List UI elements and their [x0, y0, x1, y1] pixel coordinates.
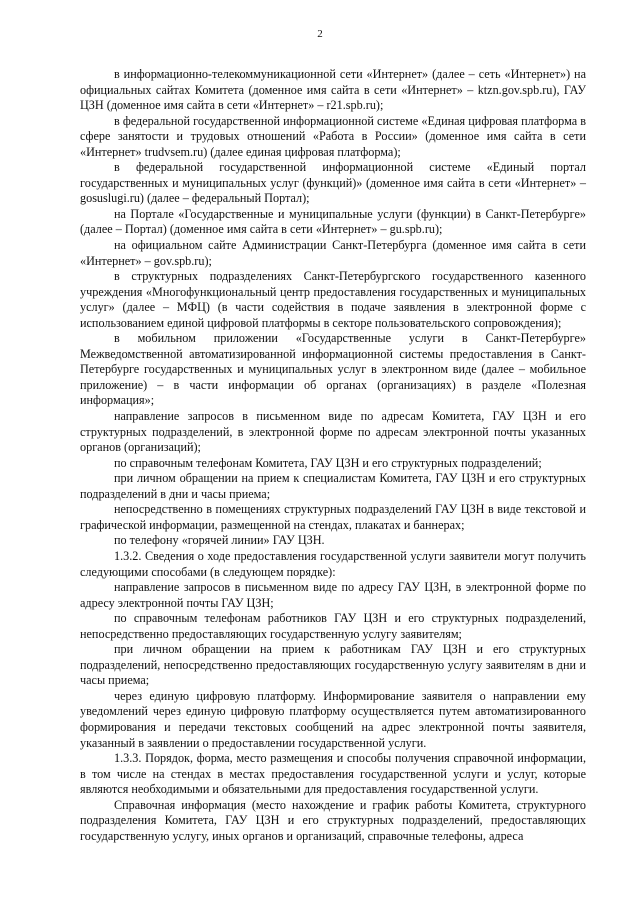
paragraph-status-phones: по справочным телефонам работников ГАУ ЦЗН и его структурных подразделений, непосредственно предоставляющих государственную услугу заявителям;	[80, 611, 586, 641]
page-number: 2	[317, 28, 323, 40]
paragraph-section-1-3-2: 1.3.2. Сведения о ходе предоставления государственной услуги заявители могут получить следующими способами (в следующем порядке):	[80, 548, 586, 579]
paragraph-status-personal-visit: при личном обращении на прием к работникам ГАУ ЦЗН и его структурных подразделений, непосредственно предоставляющих государственную услугу заявителям в дни и часы приема;	[80, 642, 586, 688]
paragraph-spb-administration-site: на официальном сайте Администрации Санкт-Петербурга (доменное имя сайта в сети «Интернет» – gov.spb.ru);	[80, 238, 586, 268]
paragraph-personal-visit: при личном обращении на прием к специалистам Комитета, ГАУ ЦЗН и его структурных подразделений в дни и часы приема;	[80, 471, 586, 501]
paragraph-spb-portal: на Портале «Государственные и муниципальные услуги (функции) в Санкт-Петербурге» (далее – Портал) (доменное имя сайта в сети «Интернет» – gu.spb.ru);	[80, 206, 586, 237]
paragraph-reference-information: Справочная информация (место нахождение и график работы Комитета, структурного подразделения Комитета, ГАУ ЦЗН и его структурных подразделений, предоставляющих государственную услугу, иных органов и организаций, справочные телефоны, адреса	[80, 797, 586, 843]
paragraph-written-requests: направление запросов в письменном виде по адресам Комитета, ГАУ ЦЗН и его структурных подразделений, в электронной форме по адресам электронной почты указанных органов (организаций);	[80, 409, 586, 455]
paragraph-status-digital-platform: через единую цифровую платформу. Информирование заявителя о направлении ему уведомлений через единую цифровую платформу осуществляется путем автоматизированного формирования и передачи текстовых сообщений на адрес электронной почты заявителя, указанный в заявлении о предоставлении государственной услуги.	[80, 688, 586, 750]
paragraph-mobile-app: в мобильном приложении «Государственные услуги в Санкт-Петербурге» Межведомственной автоматизированной информационной системы предоставления в Санкт-Петербурге государственных и муниципальных услуг в электронном виде (далее – мобильное приложение) – в части информации об органах (организациях) в разделе «Полезная информация»;	[80, 331, 586, 408]
paragraph-internet-sites: в информационно-телекоммуникационной сети «Интернет» (далее – сеть «Интернет») на официальных сайтах Комитета (доменное имя сайта в сети «Интернет» – ktzn.gov.spb.ru), ГАУ ЦЗН (доменное имя сайта в сети «Интернет» – r21.spb.ru);	[80, 67, 586, 113]
paragraph-hotline: по телефону «горячей линии» ГАУ ЦЗН.	[114, 533, 325, 548]
paragraph-work-in-russia-platform: в федеральной государственной информационной системе «Единая цифровая платформа в сфере занятости и трудовых отношений «Работа в России» (доменное имя сайта в сети «Интернет» trudvsem.ru) (далее единая цифровая платформа);	[80, 113, 586, 159]
paragraph-federal-portal: в федеральной государственной информационной системе «Единый портал государственных и муниципальных услуг (функций)» (доменное имя сайта в сети «Интернет» – gosuslugi.ru) (далее – федеральный Портал);	[80, 160, 586, 206]
paragraph-stands-and-banners: непосредственно в помещениях структурных подразделений ГАУ ЦЗН в виде текстовой и графической информации, размещенной на стендах, плакатах и баннерах;	[80, 502, 586, 532]
document-body	[80, 67, 586, 844]
paragraph-status-written-requests: направление запросов в письменном виде по адресу ГАУ ЦЗН, в электронной форме по адресу электронной почты ГАУ ЦЗН;	[80, 580, 586, 610]
paragraph-section-1-3-3: 1.3.3. Порядок, форма, место размещения и способы получения справочной информации, в том числе на стендах в местах предоставления государственной услуги и услуг, которые являются необходимыми и обязательными для предоставления государственной услуги.	[80, 751, 586, 797]
paragraph-mfc: в структурных подразделениях Санкт-Петербургского государственного казенного учреждения «Многофункциональный центр предоставления государственных и муниципальных услуг» (далее – МФЦ) (в части содействия в подаче заявления в электронной форме с использованием единой цифровой платформы в секторе пользовательского сопровождения);	[80, 269, 586, 330]
paragraph-reference-phones: по справочным телефонам Комитета, ГАУ ЦЗН и его структурных подразделений;	[114, 455, 542, 470]
